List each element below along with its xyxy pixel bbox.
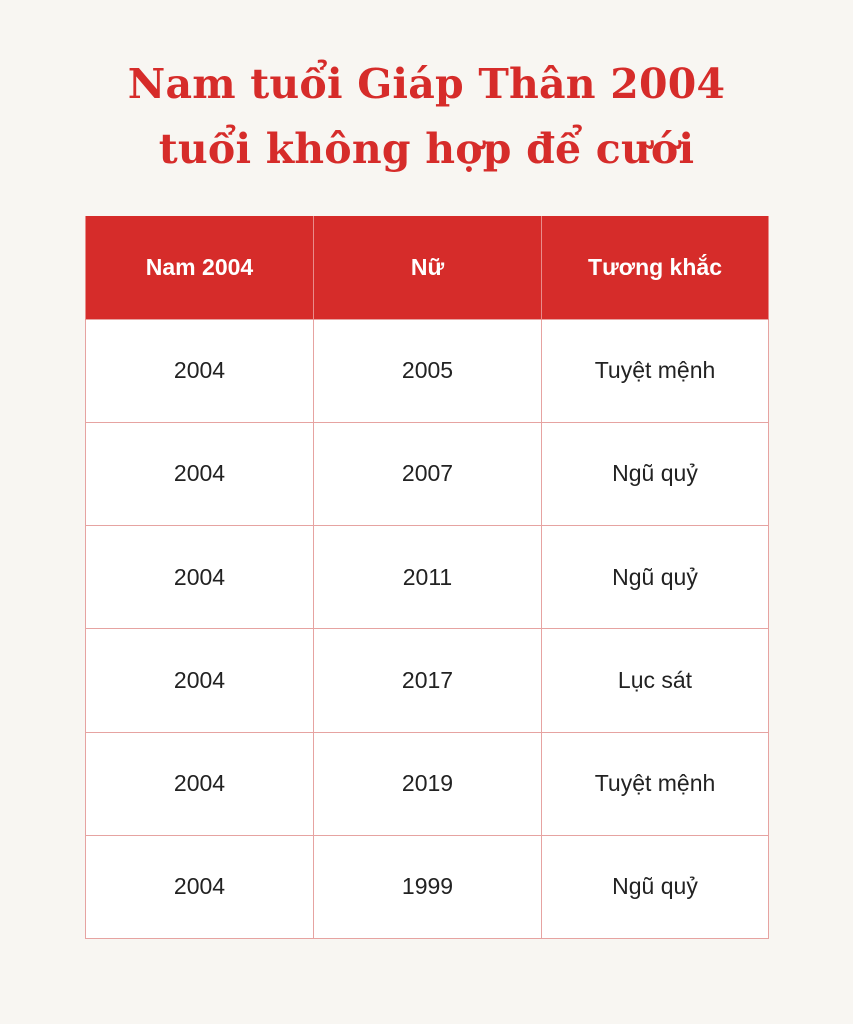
table-row xyxy=(86,526,769,629)
cell-male-year: 2004 xyxy=(86,526,314,629)
cell-conflict: Ngũ quỷ xyxy=(542,526,769,629)
cell-conflict: Tuyệt mệnh xyxy=(542,732,769,835)
cell-female-year: 1999 xyxy=(314,835,542,938)
cell-female-year: 2007 xyxy=(314,422,542,525)
title-line-2: tuổi không hợp để cưới xyxy=(158,125,695,173)
header-conflict: Tương khắc xyxy=(542,216,769,319)
cell-male-year: 2004 xyxy=(86,629,314,732)
cell-conflict: Lục sát xyxy=(542,629,769,732)
header-female: Nữ xyxy=(314,216,542,319)
table-row xyxy=(86,422,769,525)
header-row xyxy=(86,216,769,319)
cell-conflict: Tuyệt mệnh xyxy=(542,319,769,422)
table-body xyxy=(86,319,769,939)
cell-female-year: 2005 xyxy=(314,319,542,422)
cell-male-year: 2004 xyxy=(86,319,314,422)
cell-female-year: 2017 xyxy=(314,629,542,732)
title-line-1: Nam tuổi Giáp Thân 2004 xyxy=(127,60,726,108)
page-title xyxy=(0,52,853,182)
cell-male-year: 2004 xyxy=(86,835,314,938)
cell-conflict: Ngũ quỷ xyxy=(542,422,769,525)
table-row xyxy=(86,629,769,732)
cell-conflict: Ngũ quỷ xyxy=(542,835,769,938)
compatibility-table-container xyxy=(85,216,768,939)
table-header xyxy=(86,216,769,319)
table-row xyxy=(86,835,769,938)
cell-female-year: 2019 xyxy=(314,732,542,835)
header-male: Nam 2004 xyxy=(86,216,314,319)
cell-female-year: 2011 xyxy=(314,526,542,629)
cell-male-year: 2004 xyxy=(86,732,314,835)
table-row xyxy=(86,319,769,422)
cell-male-year: 2004 xyxy=(86,422,314,525)
table-row xyxy=(86,732,769,835)
compatibility-table xyxy=(85,216,769,939)
